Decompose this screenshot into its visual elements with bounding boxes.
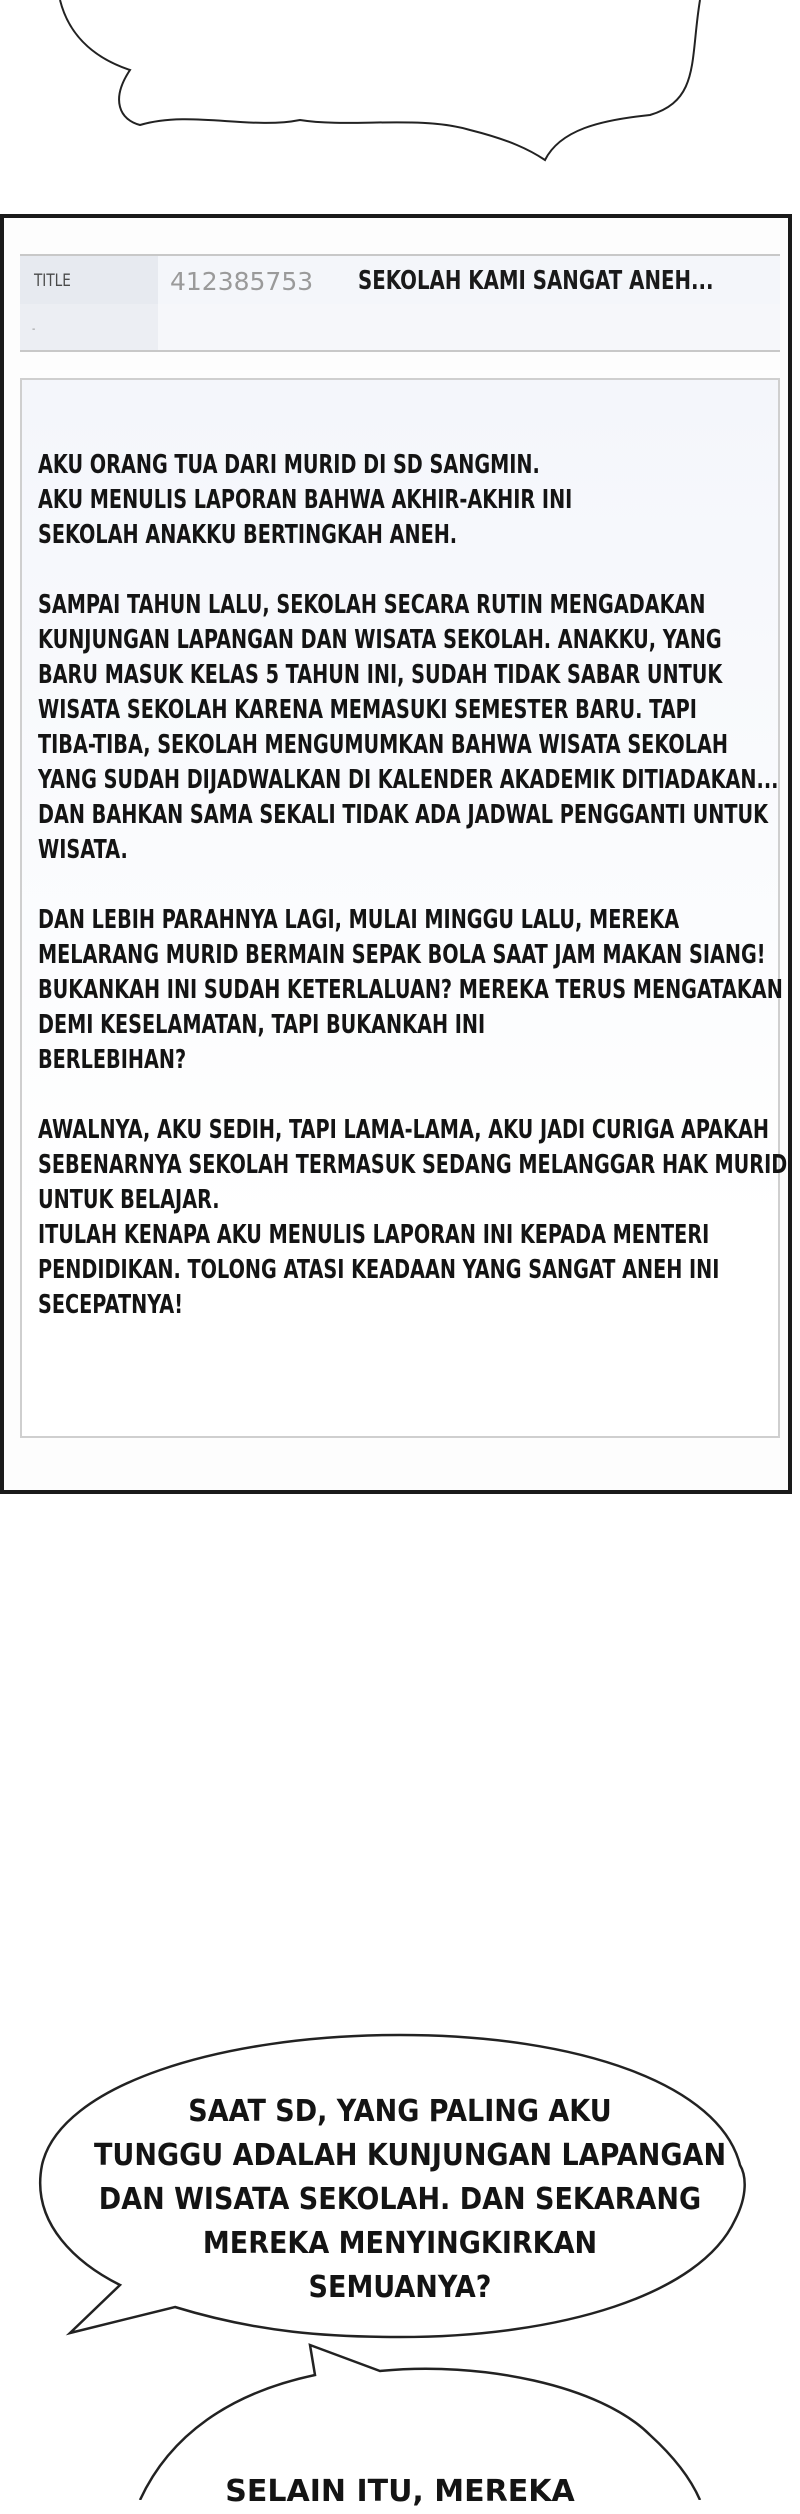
speech-line: DAN WISATA SEKOLAH. DAN SEKARANG (98, 2182, 702, 2217)
text-line: AWALNYA, AKU SEDIH, TAPI LAMA-LAMA, AKU JADI CURIGA APAKAH (38, 1115, 769, 1145)
text-line: BERLEBIHAN? (38, 1045, 187, 1075)
speech-bubble-cut-text: SELAIN ITU, MEREKA (225, 2474, 575, 2509)
paragraph (38, 1113, 788, 1323)
text-line: AKU ORANG TUA DARI MURID DI SD SANGMIN. (38, 450, 540, 480)
paragraph (38, 448, 763, 553)
text-line: SEBENARNYA SEKOLAH TERMASUK SEDANG MELANGGAR HAK MURID (38, 1150, 788, 1180)
speech-bubble-text (60, 2090, 740, 2310)
text-line: SAMPAI TAHUN LALU, SEKOLAH SECARA RUTIN MENGADAKAN (38, 590, 706, 620)
text-line: WISATA. (38, 835, 128, 865)
text-line: PENDIDIKAN. TOLONG ATASI KEADAAN YANG SANGAT ANEH INI (38, 1255, 720, 1285)
text-line: KUNJUNGAN LAPANGAN DAN WISATA SEKOLAH. ANAKKU, YANG (38, 625, 722, 655)
speech-line: MEREKA MENYINGKIRKAN (202, 2226, 598, 2261)
report-panel (0, 214, 792, 1494)
text-line: DEMI KESELAMATAN, TAPI BUKANKAH INI (38, 1010, 486, 1040)
title-label: TITLE (34, 271, 71, 291)
speech-line: TUNGGU ADALAH KUNJUNGAN LAPANGAN (94, 2138, 727, 2173)
speech-bubble-top (0, 0, 800, 200)
text-line: BARU MASUK KELAS 5 TAHUN INI, SUDAH TIDAK SABAR UNTUK (38, 660, 723, 690)
text-line: UNTUK BELAJAR. (38, 1185, 220, 1215)
text-line: SECEPATNYA! (38, 1290, 183, 1320)
report-id: 412385753 (170, 267, 314, 296)
report-body (20, 378, 788, 1438)
text-line: SEKOLAH ANAKKU BERTINGKAH ANEH. (38, 520, 458, 550)
report-text (38, 448, 788, 1358)
report-subject: SEKOLAH KAMI SANGAT ANEH... (358, 266, 714, 296)
text-line: MELARANG MURID BERMAIN SEPAK BOLA SAAT JAM MAKAN SIANG! (38, 940, 766, 970)
paragraph (38, 588, 779, 868)
speech-line: SEMUANYA? (308, 2270, 492, 2305)
text-line: DAN BAHKAN SAMA SEKALI TIDAK ADA JADWAL PENGGANTI UNTUK (38, 800, 769, 830)
paragraph (38, 903, 783, 1078)
text-line: WISATA SEKOLAH KARENA MEMASUKI SEMESTER BARU. TAPI (38, 695, 697, 725)
title-label-cell (20, 256, 158, 306)
text-line: AKU MENULIS LAPORAN BAHWA AKHIR-AKHIR INI (38, 485, 573, 515)
text-line: YANG SUDAH DIJADWALKAN DI KALENDER AKADEMIK DITIADAKAN... (38, 765, 779, 795)
text-line: TIBA-TIBA, SEKOLAH MENGUMUMKAN BAHWA WISATA SEKOLAH (38, 730, 728, 760)
title-strip-cell (20, 304, 158, 350)
strip-mark: - (32, 324, 36, 335)
report-title-bar (20, 254, 780, 308)
text-line: ITULAH KENAPA AKU MENULIS LAPORAN INI KEPADA MENTERI (38, 1220, 710, 1250)
text-line: BUKANKAH INI SUDAH KETERLALUAN? MEREKA TERUS MENGATAKAN (38, 975, 783, 1005)
speech-line: SAAT SD, YANG PALING AKU (188, 2094, 612, 2129)
text-line: DAN LEBIH PARAHNYA LAGI, MULAI MINGGU LALU, MEREKA (38, 905, 680, 935)
title-strip (20, 304, 780, 352)
